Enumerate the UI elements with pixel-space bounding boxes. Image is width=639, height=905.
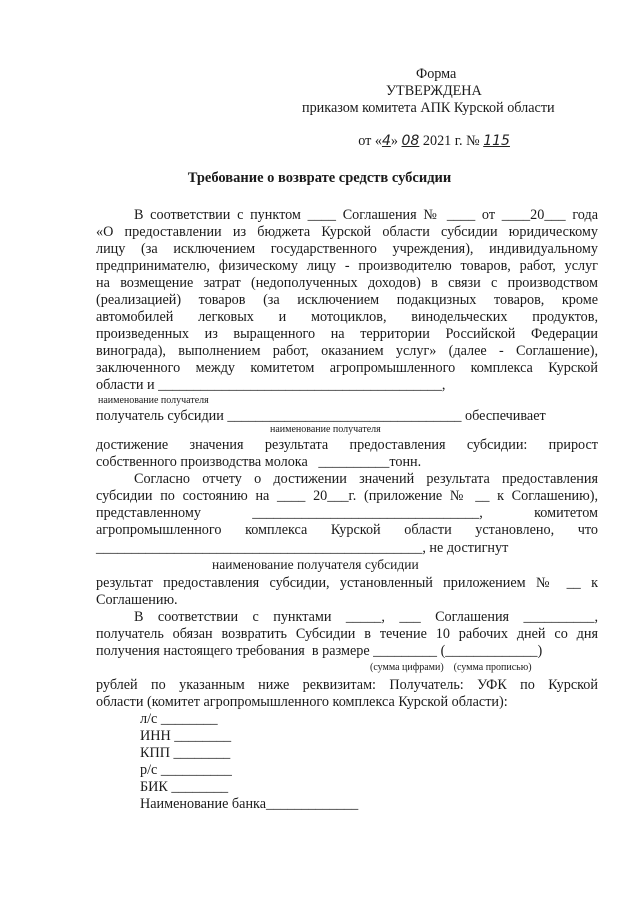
- p1-line-5: на возмещение затрат (недополученных доходов) в связи с производством: [96, 275, 598, 291]
- requisite-ls: л/с ________: [140, 711, 218, 727]
- p3-line-2: получатель обязан возвратить Субсидии в течение 10 рабочих дней со дня: [96, 626, 598, 642]
- requisite-bank: Наименование банка_____________: [140, 796, 359, 812]
- line-result-1: результат предоставления субсидии, установленный приложением № __ к: [96, 575, 598, 591]
- p1-line-2: «О предоставлении из бюджета Курской области субсидии юридическому: [96, 224, 598, 240]
- header-date-line: [344, 117, 510, 165]
- p1-line-3: лицу (за исключением государственного учреждения), индивидуальному: [96, 241, 598, 257]
- line-rubles-2: области (комитет агропромышленного комплекса Курской области):: [96, 694, 508, 710]
- p1-line-4: предпринимателю, физическому лицу - производителю товаров, работ, услуг: [96, 258, 598, 274]
- requisite-inn: ИНН ________: [140, 728, 232, 744]
- header-approved: УТВЕРЖДЕНА: [386, 83, 482, 99]
- p1-line-9: винограда), выполнением работ, оказанием услуг» (далее - Соглашение),: [96, 343, 598, 359]
- requisite-bik: БИК ________: [140, 779, 229, 795]
- date-from: от «: [358, 133, 382, 149]
- line-oblast: области и ________________________________________,: [96, 377, 446, 393]
- header-order: приказом комитета АПК Курской области: [302, 100, 555, 116]
- p2-line-3: представленному ________________________________, комитетом: [96, 505, 598, 521]
- line-not-reached: ______________________________________________, не достигнут: [96, 540, 509, 556]
- date-mid: »: [390, 133, 402, 149]
- p3-line-1: В соответствии с пунктами _____, ___ Соглашения __________,: [134, 609, 598, 625]
- date-year-no: 2021 г. №: [419, 133, 484, 149]
- p1-line-10: заключенного между комитетом агропромышленного комплекса Курской: [96, 360, 598, 376]
- requisite-kpp: КПП ________: [140, 745, 231, 761]
- line-result-2: Соглашению.: [96, 592, 178, 608]
- page-title: Требование о возврате средств субсидии: [187, 170, 452, 186]
- p1-line-7: автомобилей легковых и мотоциклов, винодельческих продуктов,: [96, 309, 598, 325]
- caption-recipient-2: наименование получателя: [270, 424, 381, 435]
- p1-line-8: произведенных из выращенного на территории Российской Федерации: [96, 326, 598, 342]
- line-milk: собственного производства молока __________тонн.: [96, 454, 422, 470]
- handwritten-number: 115: [483, 133, 510, 149]
- handwritten-month: 08: [401, 133, 420, 149]
- header-forma: Форма: [416, 66, 457, 82]
- line-amount: получения настоящего требования в размере _________ (_____________): [96, 643, 543, 659]
- line-rubles-1: рублей по указанным ниже реквизитам: Получатель: УФК по Курской: [96, 677, 598, 693]
- p2-line-2: субсидии по состоянию на ____ 20___г. (приложение № __ к Соглашению),: [96, 488, 598, 504]
- p2-line-4: агропромышленного комплекса Курской области установлено, что: [96, 522, 598, 538]
- caption-amounts: (сумма цифрами) (сумма прописью): [370, 662, 532, 673]
- p1-line-1: В соответствии с пунктом ____ Соглашения № ____ от ____20___ года: [134, 207, 598, 223]
- handwritten-day: 4: [381, 133, 391, 149]
- line-achievement: достижение значения результата предоставления субсидии: прирост: [96, 437, 598, 453]
- p2-line-1: Согласно отчету о достижении значений результата предоставления: [134, 471, 598, 487]
- requisite-rs: р/с __________: [140, 762, 232, 778]
- caption-recipient-1: наименование получателя: [98, 395, 209, 406]
- p1-line-6: (реализацией) товаров (за исключением подакцизных товаров, кроме: [96, 292, 598, 308]
- caption-recipient-3: наименование получателя субсидии: [212, 557, 419, 572]
- line-recipient: получатель субсидии _________________________________ обеспечивает: [96, 408, 546, 424]
